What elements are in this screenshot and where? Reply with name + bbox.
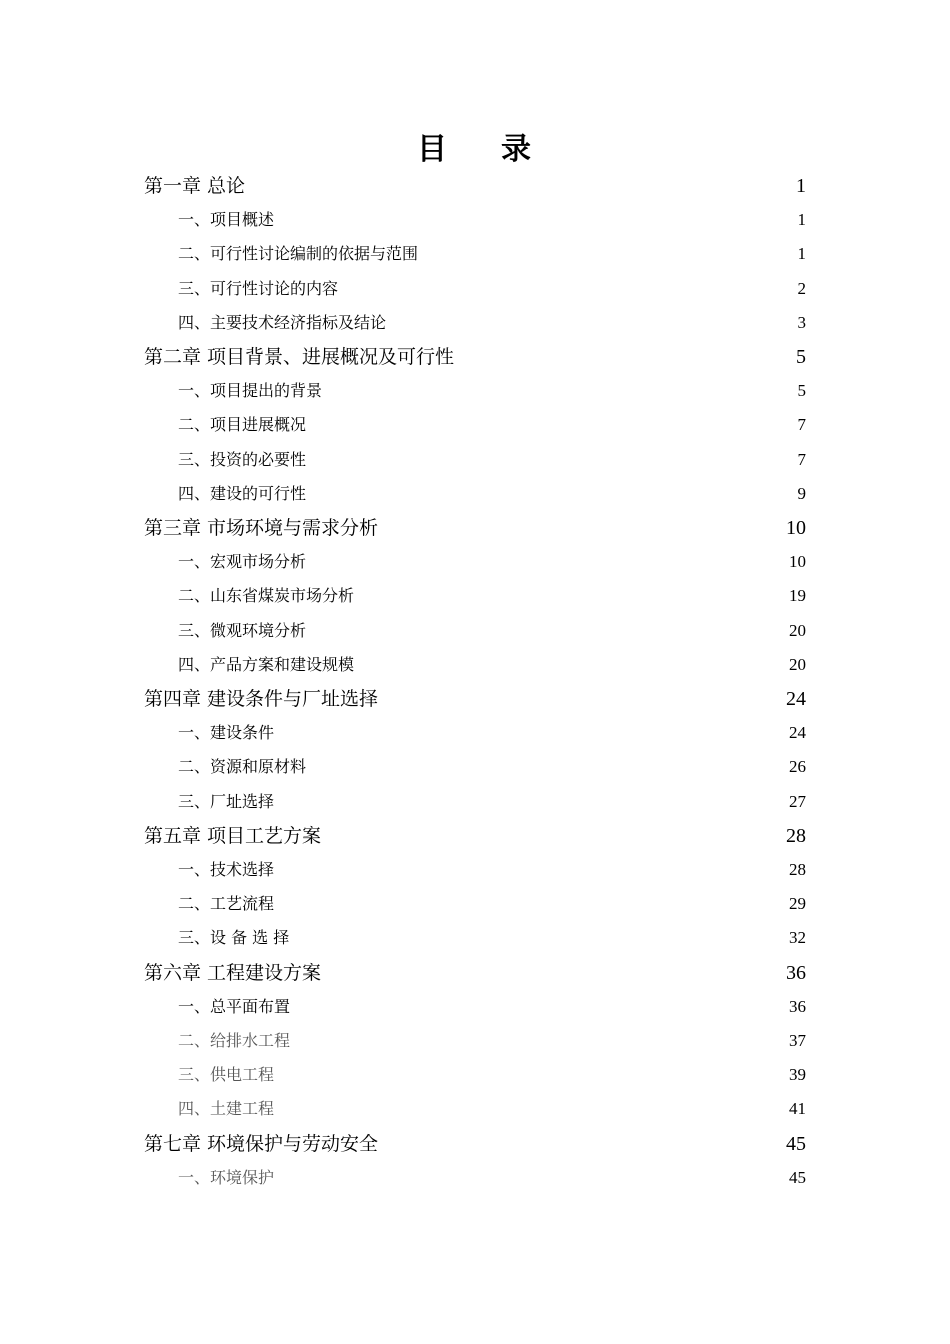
toc-section-title: 一、宏观市场分析 bbox=[178, 552, 307, 572]
toc-chapter-title: 第七章 环境保护与劳动安全 bbox=[144, 1132, 379, 1155]
toc-page-number: 28 bbox=[786, 824, 806, 847]
toc-section-row[interactable] bbox=[0, 206, 950, 234]
toc-section-title: 二、资源和原材料 bbox=[178, 757, 307, 777]
toc-page-number: 29 bbox=[789, 894, 806, 914]
toc-section-row[interactable] bbox=[0, 480, 950, 508]
toc-page-number: 26 bbox=[789, 757, 806, 777]
toc-section-row[interactable] bbox=[0, 924, 950, 952]
toc-page-number: 1 bbox=[797, 210, 806, 230]
toc-section-title: 一、环境保护 bbox=[178, 1167, 275, 1187]
toc-section-row[interactable] bbox=[0, 719, 950, 747]
toc-page-number: 32 bbox=[789, 928, 806, 948]
toc-section-row[interactable] bbox=[0, 1027, 950, 1055]
toc-page-number: 45 bbox=[786, 1132, 806, 1155]
toc-section-title: 一、建设条件 bbox=[178, 723, 275, 743]
toc-section-row[interactable] bbox=[0, 617, 950, 645]
toc-chapter-row[interactable] bbox=[0, 1130, 950, 1158]
toc-section-row[interactable] bbox=[0, 446, 950, 474]
toc-section-title: 三、设 备 选 择 bbox=[178, 928, 290, 948]
toc-chapter-title: 第二章 项目背景、进展概况及可行性 bbox=[144, 346, 455, 368]
toc-page-number: 24 bbox=[786, 688, 806, 710]
toc-section-title: 三、投资的必要性 bbox=[178, 449, 307, 469]
toc-chapter-row[interactable] bbox=[0, 959, 950, 987]
toc-chapter-title: 第六章 工程建设方案 bbox=[144, 961, 322, 984]
toc-chapter-row[interactable] bbox=[0, 685, 950, 713]
title-char-1: 目 bbox=[417, 132, 449, 167]
toc-section-title: 一、项目提出的背景 bbox=[178, 381, 323, 401]
toc-page-number: 7 bbox=[797, 415, 806, 435]
toc-section-row[interactable] bbox=[0, 788, 950, 816]
toc-section-row[interactable] bbox=[0, 651, 950, 679]
toc-chapter-row[interactable] bbox=[0, 172, 950, 200]
toc-page-number: 7 bbox=[797, 449, 806, 469]
toc-page-number: 27 bbox=[789, 791, 806, 811]
toc-page-number: 5 bbox=[796, 346, 806, 368]
toc-section-title: 四、建设的可行性 bbox=[178, 483, 307, 503]
toc-section-row[interactable] bbox=[0, 309, 950, 337]
toc-section-row[interactable] bbox=[0, 856, 950, 884]
toc-section-row[interactable] bbox=[0, 411, 950, 439]
toc-section-row[interactable] bbox=[0, 377, 950, 405]
toc-section-title: 一、总平面布置 bbox=[178, 996, 291, 1016]
toc-page-number: 9 bbox=[797, 483, 806, 503]
toc-section-title: 二、工艺流程 bbox=[178, 894, 275, 914]
toc-page-number: 19 bbox=[789, 586, 806, 606]
toc-page-number: 28 bbox=[789, 860, 806, 879]
toc-section-title: 三、微观环境分析 bbox=[178, 620, 307, 640]
toc-section-title: 二、可行性讨论编制的依据与范围 bbox=[178, 244, 419, 264]
toc-section-title: 二、给排水工程 bbox=[178, 1031, 291, 1050]
toc-chapter-title: 第四章 建设条件与厂址选择 bbox=[144, 688, 379, 710]
toc-section-row[interactable] bbox=[0, 1061, 950, 1089]
toc-section-title: 二、项目进展概况 bbox=[178, 415, 307, 435]
toc-page-number: 41 bbox=[789, 1099, 806, 1119]
toc-section-title: 四、产品方案和建设规模 bbox=[178, 654, 355, 674]
toc-section-row[interactable] bbox=[0, 753, 950, 781]
toc-page-number: 24 bbox=[789, 723, 806, 743]
toc-section-row[interactable] bbox=[0, 548, 950, 576]
toc-chapter-title: 第五章 项目工艺方案 bbox=[144, 824, 322, 847]
toc-chapter-row[interactable] bbox=[0, 514, 950, 542]
toc-section-row[interactable] bbox=[0, 1095, 950, 1123]
toc-page-number: 36 bbox=[789, 996, 806, 1016]
toc-section-title: 一、项目概述 bbox=[178, 210, 275, 230]
toc-section-title: 四、主要技术经济指标及结论 bbox=[178, 312, 387, 332]
toc-section-row[interactable] bbox=[0, 275, 950, 303]
toc-page-number: 3 bbox=[797, 312, 806, 332]
toc-chapter-title: 第三章 市场环境与需求分析 bbox=[144, 517, 379, 539]
toc-page-number: 36 bbox=[786, 961, 806, 984]
toc-page-number: 10 bbox=[786, 517, 806, 539]
toc-page-number: 1 bbox=[797, 244, 806, 264]
toc-page-number: 5 bbox=[797, 381, 806, 401]
toc-section-row[interactable] bbox=[0, 582, 950, 610]
toc-page-number: 20 bbox=[789, 654, 806, 674]
toc-page-number: 10 bbox=[789, 552, 806, 572]
toc-chapter-title: 第一章 总论 bbox=[144, 175, 246, 197]
toc-section-title: 三、可行性讨论的内容 bbox=[178, 278, 339, 298]
toc-section-title: 三、厂址选择 bbox=[178, 791, 275, 811]
toc-section-title: 二、山东省煤炭市场分析 bbox=[178, 586, 355, 606]
toc-chapter-row[interactable] bbox=[0, 822, 950, 850]
toc-chapter-row[interactable] bbox=[0, 343, 950, 371]
toc-section-row[interactable] bbox=[0, 890, 950, 918]
toc-section-row[interactable] bbox=[0, 1164, 950, 1192]
toc-section-title: 四、土建工程 bbox=[178, 1099, 275, 1119]
toc-section-title: 一、技术选择 bbox=[178, 860, 275, 879]
toc-section-row[interactable] bbox=[0, 993, 950, 1021]
toc-page-number: 37 bbox=[789, 1031, 806, 1050]
toc-page-number: 20 bbox=[789, 620, 806, 640]
toc-section-title: 三、供电工程 bbox=[178, 1065, 275, 1085]
toc-page-number: 2 bbox=[797, 278, 806, 298]
toc-page-number: 1 bbox=[796, 175, 806, 197]
toc-page-number: 39 bbox=[789, 1065, 806, 1085]
toc-page-number: 45 bbox=[789, 1167, 806, 1187]
toc-section-row[interactable] bbox=[0, 240, 950, 268]
title-char-2: 录 bbox=[501, 132, 533, 167]
